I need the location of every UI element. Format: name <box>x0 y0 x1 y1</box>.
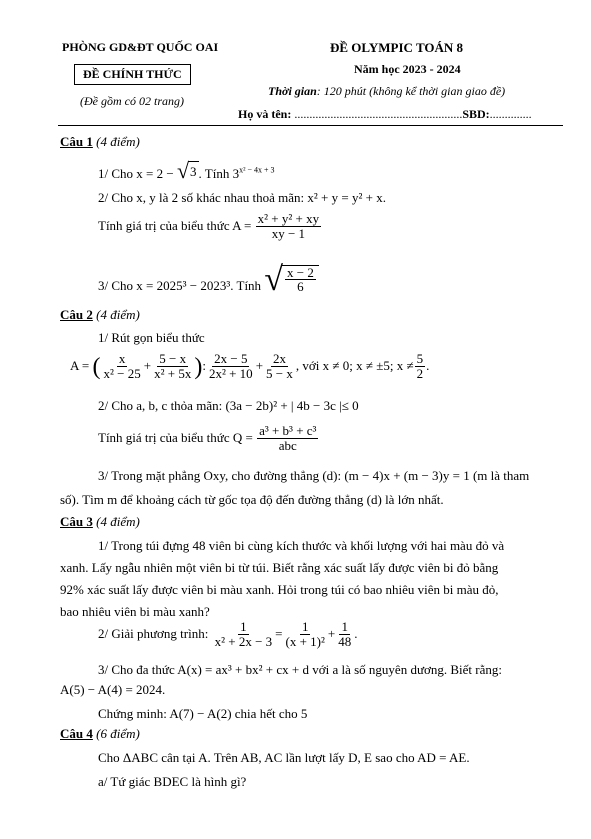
name-line <box>238 107 532 122</box>
q2-A-label: A = <box>70 357 90 373</box>
plus-1: + <box>143 357 152 373</box>
school-year: Năm học 2023 - 2024 <box>354 62 461 76</box>
Q-numerator: a³ + b³ + c³ <box>259 423 317 438</box>
x-numerator: x − 2 <box>286 264 314 280</box>
q1-part1 <box>60 160 563 184</box>
frac-4-den: 5 − x <box>266 365 293 381</box>
time-value: : 120 phút (không kể thời gian giao đề) <box>316 84 506 98</box>
fraction-A <box>256 212 321 242</box>
q1-points: (4 điểm) <box>96 134 140 149</box>
q3-heading <box>60 512 563 532</box>
q3-equation <box>60 620 563 650</box>
q1-p1-exponent: x² − 4x + 3 <box>239 165 275 175</box>
q3-part1-line4: bao nhiêu viên bi màu xanh? <box>60 604 210 619</box>
eq-plus: + <box>327 625 336 641</box>
eq-frac-1-den: x² + 2x − 3 <box>214 633 273 649</box>
colon: : <box>202 357 206 373</box>
q3-part1-line2: xanh. Lấy ngẫu nhiên một viên bi từ túi. Biết rằng xác suất lấy được viên bi đỏ bằng <box>60 560 499 575</box>
time-label: Thời gian <box>268 84 317 98</box>
exam-title: ĐỀ OLYMPIC TOÁN 8 <box>330 40 464 55</box>
frac-3 <box>207 352 255 382</box>
eq-frac-1 <box>213 620 275 650</box>
frac-4 <box>264 352 295 382</box>
sqrt-3: √ 3 <box>176 158 197 183</box>
q4-heading <box>60 724 563 744</box>
q1-expression-A <box>60 212 563 242</box>
q2-part2: 2/ Cho a, b, c thỏa mãn: (3a − 2b)² + | 4b − 3c |≤ 0 <box>98 398 359 413</box>
q1-p1-text: 1/ Cho x = 2 − <box>98 166 177 181</box>
q3-points: (4 điểm) <box>96 514 140 529</box>
q2-part3-line2: số). Tìm m để khoảng cách từ gốc tọa độ đến đường thẳng (d) là lớn nhất. <box>60 492 444 507</box>
condition: , với x ≠ 0; x ≠ ±5; x ≠ <box>295 357 414 373</box>
q2-expression-Q <box>60 424 563 454</box>
q2-heading <box>60 305 563 325</box>
frac-3-num: 2x − 5 <box>214 351 248 366</box>
eq-end: . <box>354 625 358 641</box>
q3-part1-line3: 92% xác suất lấy được viên bi màu xanh. Hỏi trong túi có bao nhiêu viên bi màu đỏ, <box>60 582 499 597</box>
eq-frac-2 <box>284 620 327 650</box>
name-dots: ........................................................ <box>294 107 463 121</box>
eq-frac-3 <box>336 620 353 650</box>
q1-A-label: Tính giá trị của biểu thức A = <box>98 217 252 233</box>
q2-part1: 1/ Rút gọn biểu thức <box>98 330 205 345</box>
eq-frac-3-num: 1 <box>341 619 348 634</box>
fraction-x <box>285 266 316 296</box>
q3-part3-line2: A(5) − A(4) = 2024. <box>60 682 166 697</box>
frac-4-num: 2x <box>272 351 286 366</box>
frac-1-den: x² − 25 <box>103 365 141 381</box>
q4-title: Câu 4 <box>60 726 93 741</box>
q1-p1-mid: . Tính 3 <box>198 166 240 181</box>
q1-p3-text: 3/ Cho x = 2025³ − 2023³. Tính <box>98 278 262 293</box>
plus-2: + <box>255 357 264 373</box>
sqrt-fraction: √ $\frac{x - 2}{6}$ <box>264 263 319 297</box>
frac-1-num: x <box>118 351 126 366</box>
name-label: Họ và tên: <box>238 107 292 121</box>
frac-2-num: 5 − x <box>159 351 187 366</box>
x-denominator: 6 <box>297 279 304 295</box>
q3-p2-text: 2/ Giải phương trình: <box>98 625 209 641</box>
eq-frac-3-den: 48 <box>338 633 352 649</box>
frac-5-num: 5 <box>416 351 424 366</box>
q3-title: Câu 3 <box>60 514 93 529</box>
frac-5 <box>415 352 426 382</box>
q1-p1-radicand: 3 <box>188 161 199 182</box>
time-line <box>268 84 505 99</box>
equals: = <box>275 625 283 641</box>
eq-frac-2-num: 1 <box>301 619 309 634</box>
sbd-dots: .............. <box>489 107 532 121</box>
A-numerator: x² + y² + xy <box>257 211 320 226</box>
official-badge: ĐỀ CHÍNH THỨC <box>74 64 191 85</box>
Q-denominator: abc <box>278 437 297 453</box>
q3-part3-line3: Chứng minh: A(7) − A(2) chia hết cho 5 <box>98 706 308 721</box>
condition-end: . <box>426 357 430 373</box>
q1-heading <box>60 132 563 152</box>
q1-part3 <box>60 263 563 297</box>
frac-2 <box>152 352 193 382</box>
q3-part3-line1: 3/ Cho đa thức A(x) = ax³ + bx² + cx + d với a là số nguyên dương. Biết rằng: <box>98 662 502 677</box>
eq-frac-1-num: 1 <box>240 619 247 634</box>
fraction-Q <box>257 424 318 454</box>
q4-part2: a/ Tứ giác BDEC là hình gì? <box>98 774 247 789</box>
eq-frac-2-den: (x + 1)² <box>285 633 325 649</box>
frac-3-den: 2x² + 10 <box>208 365 253 381</box>
q2-title: Câu 2 <box>60 307 93 322</box>
frac-2-den: x² + 5x <box>154 365 192 381</box>
q2-points: (4 điểm) <box>96 307 140 322</box>
q2-part3-line1: 3/ Trong mặt phẳng Oxy, cho đường thẳng (d): (m − 4)x + (m − 3)y = 1 (m là tham <box>98 468 530 483</box>
right-paren: ) <box>194 353 203 380</box>
left-paren: ( <box>92 353 101 380</box>
q1-part2: 2/ Cho x, y là 2 số khác nhau thoả mãn: x² + y = y² + x. <box>98 190 386 205</box>
q2-Q-label: Tính giá trị của biểu thức Q = <box>98 429 253 445</box>
sbd-label: SBD: <box>462 107 490 121</box>
school-name: PHÒNG GD&ĐT QUỐC OAI <box>62 40 219 54</box>
frac-5-den: 2 <box>416 365 424 381</box>
header-divider <box>58 125 563 126</box>
q4-part1: Cho ΔABC cân tại A. Trên AB, AC lần lượt lấy D, E sao cho AD = AE. <box>98 750 470 765</box>
q4-points: (6 điểm) <box>96 726 140 741</box>
frac-1 <box>102 352 143 382</box>
q1-title: Câu 1 <box>60 134 93 149</box>
pages-note: (Đề gồm có 02 trang) <box>80 94 184 108</box>
q3-part1-line1: 1/ Trong túi đựng 48 viên bi cùng kích thước và khối lượng với hai màu đỏ và <box>98 538 505 553</box>
A-denominator: xy − 1 <box>271 225 306 241</box>
q2-expression-A <box>70 352 563 382</box>
